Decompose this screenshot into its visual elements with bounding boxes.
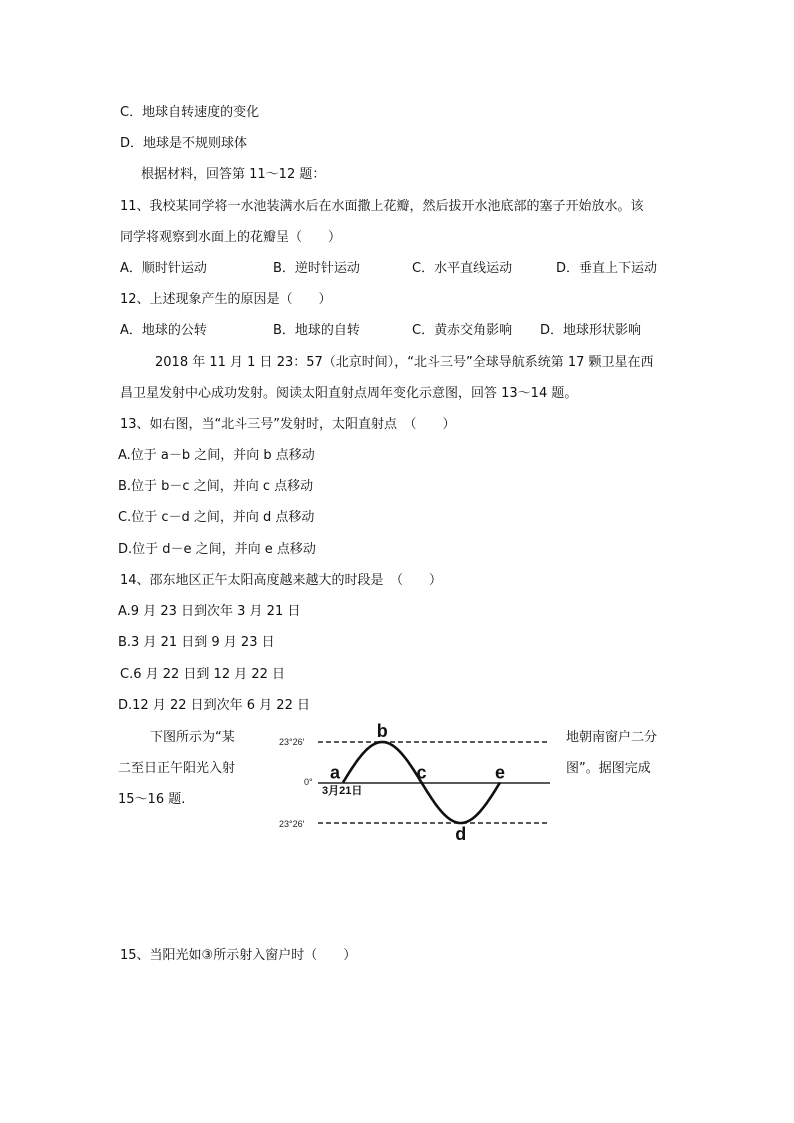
q12-option-c: C．黄赤交角影响 [412, 323, 513, 338]
point-label-d: d [455, 824, 467, 844]
subsolar-point-chart [270, 722, 560, 844]
q13-option-a: A.位于 a－b 之间，并向 b 点移动 [118, 448, 315, 463]
prev-option-c: C．地球自转速度的变化 [120, 105, 260, 120]
material-13-14-line1: 2018 年 11 月 1 日 23：57（北京时间），“北斗三号”全球导航系统第 17 颗卫星在西 [155, 355, 654, 370]
q11-stem-line2: 同学将观察到水面上的花瓣呈（ ） [120, 230, 342, 245]
q14-option-a: A.9 月 23 日到次年 3 月 21 日 [118, 604, 301, 619]
material-15-16-left1: 下图所示为“某 [150, 730, 235, 745]
q11-option-a: A．顺时针运动 [120, 261, 207, 276]
q11-stem-line1: 11、我校某同学将一水池装满水后在水面撒上花瓣，然后拔开水池底部的塞子开始放水。该 [120, 199, 644, 214]
prev-option-d: D．地球是不规则球体 [120, 136, 248, 151]
q14-option-c: C.6 月 22 日到 12 月 22 日 [120, 667, 286, 682]
q11-option-b: B．逆时针运动 [273, 261, 360, 276]
point-label-a: a [329, 762, 341, 783]
q14-option-d: D.12 月 22 日到次年 6 月 22 日 [118, 698, 310, 713]
material-13-14-line2: 昌卫星发射中心成功发射。阅读太阳直射点周年变化示意图，回答 13～14 题。 [120, 386, 578, 401]
y-tick-label-zero: 0° [304, 777, 313, 787]
point-label-b: b [376, 722, 388, 741]
q13-option-c: C.位于 c－d 之间，并向 d 点移动 [118, 510, 315, 525]
start-date-label: 3月21日 [322, 785, 363, 797]
point-label-e: e [494, 762, 506, 783]
material-15-16-left3: 15～16 题. [118, 792, 186, 807]
q12-option-b: B．地球的自转 [273, 323, 360, 338]
q12-option-a: A．地球的公转 [120, 323, 207, 338]
y-tick-label-bottom: 23°26′ [279, 819, 305, 829]
point-label-c: c [416, 762, 427, 783]
q12-stem: 12、上述现象产生的原因是（ ） [120, 292, 332, 307]
q14-option-b: B.3 月 21 日到 9 月 23 日 [118, 635, 275, 650]
q14-stem: 14、邵东地区正午太阳高度越来越大的时段是 （ ） [120, 573, 443, 588]
y-tick-label-top: 23°26′ [279, 737, 305, 747]
material-15-16-left2: 二至日正午阳光入射 [118, 761, 236, 776]
q13-option-d: D.位于 d－e 之间，并向 e 点移动 [118, 542, 316, 557]
q12-option-d: D．地球形状影响 [540, 323, 642, 338]
material-15-16-right2: 图”。据图完成 [566, 761, 651, 776]
q13-stem: 13、如右图，当“北斗三号”发射时，太阳直射点 （ ） [120, 417, 456, 432]
intro-11-12: 根据材料，回答第 11～12 题： [141, 167, 326, 182]
q13-option-b: B.位于 b－c 之间，并向 c 点移动 [118, 479, 314, 494]
q15-stem: 15、当阳光如③所示射入窗户时（ ） [120, 948, 357, 963]
q11-option-c: C．水平直线运动 [412, 261, 513, 276]
material-15-16-right1: 地朝南窗户二分 [566, 730, 658, 745]
q11-option-d: D．垂直上下运动 [556, 261, 658, 276]
